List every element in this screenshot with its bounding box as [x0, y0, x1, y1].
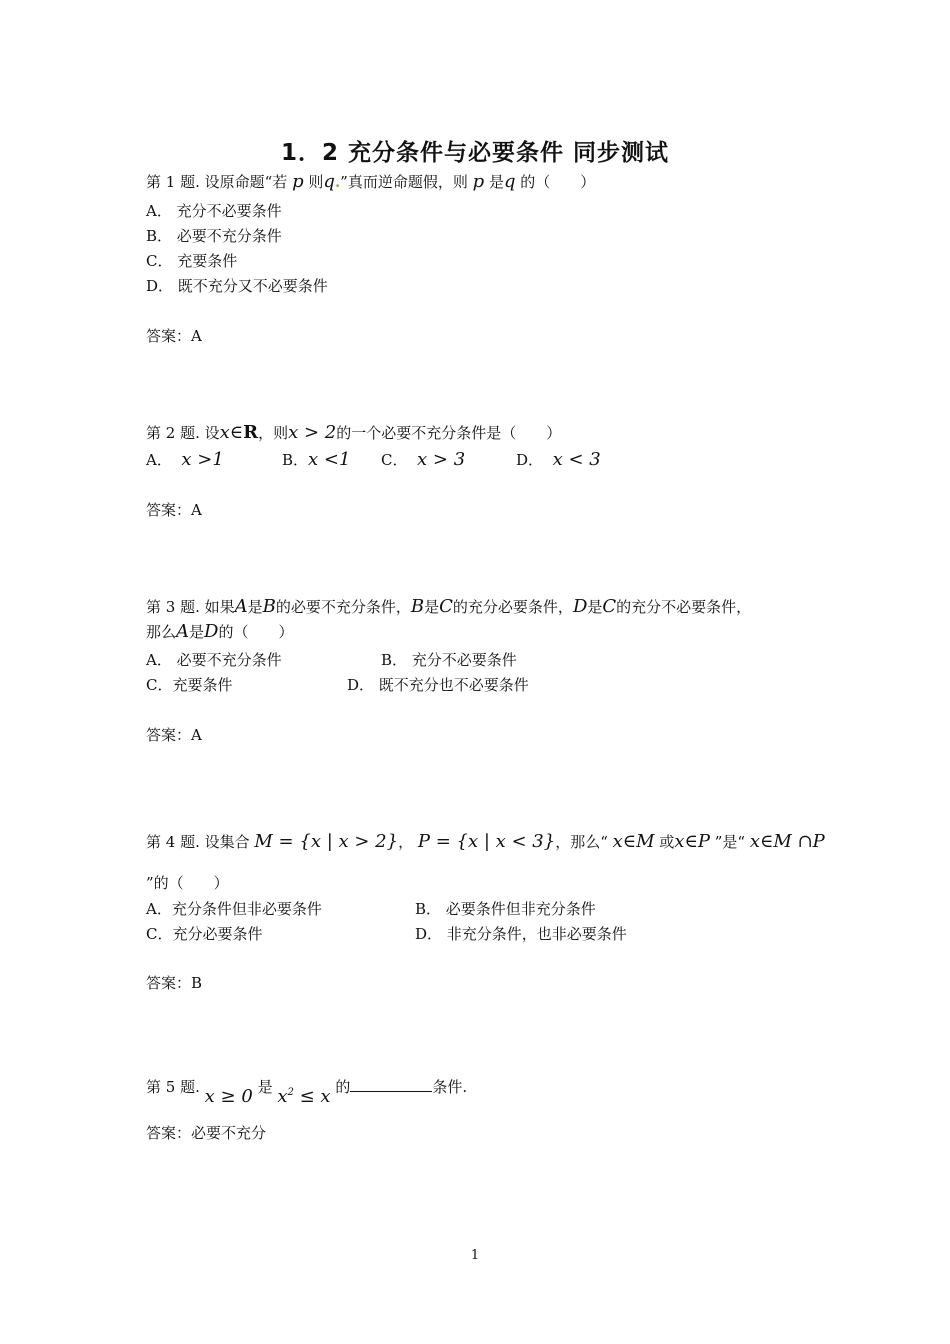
q3-option-d: D． 既不充分也不必要条件 — [347, 676, 529, 694]
q4-stem-line2: ”的（ ） — [146, 874, 229, 892]
page-number: 1 — [470, 1248, 480, 1263]
q5-stem: 第 5 题. x ≥ 0 是 $x^2 \le x$ 的 条件. — [146, 1078, 468, 1107]
q3-stem-line2: 那么A是D的（ ） — [146, 621, 294, 642]
q2-answer: 答案：A — [146, 501, 202, 519]
q4-answer: 答案：B — [146, 974, 203, 992]
q4-option-b: B． 必要条件但非充分条件 — [415, 900, 596, 918]
q3-option-b: B． 充分不必要条件 — [381, 651, 517, 669]
q2-option-d: D． x < 3 — [516, 449, 601, 470]
q4-option-c: C．充分必要条件 — [146, 925, 263, 943]
q1-stem: 第 1 题. 设原命题“若 p 则q.”真而逆命题假，则 p 是q 的（ ） — [146, 171, 596, 192]
q4-stem-line1: 第 4 题. 设集合 M = {x | x > 2}， P = {x | x < 3}，那么“ x∈M 或x∈P ”是“ x∈M ∩P — [146, 831, 825, 852]
page-title: 1．2 充分条件与必要条件 同步测试 — [280, 140, 670, 166]
q2-option-a: A． x >1 — [146, 449, 224, 470]
q1-option-d: D． 既不充分又不必要条件 — [146, 277, 328, 295]
q1-option-b: B． 必要不充分条件 — [146, 227, 282, 245]
q1-option-a: A． 充分不必要条件 — [146, 202, 282, 220]
q4-option-d: D． 非充分条件，也非必要条件 — [415, 925, 627, 943]
q3-answer: 答案：A — [146, 726, 202, 744]
q1-answer: 答案：A — [146, 327, 202, 345]
q2-option-b: B．x <1 — [282, 449, 351, 470]
q2-option-c: C． x > 3 — [381, 449, 466, 470]
q4-option-a: A．充分条件但非必要条件 — [146, 900, 322, 918]
q1-option-c: C． 充要条件 — [146, 252, 238, 270]
q3-option-a: A． 必要不充分条件 — [146, 651, 282, 669]
q3-option-c: C．充要条件 — [146, 676, 233, 694]
fill-blank — [350, 1077, 432, 1092]
q2-stem: 第 2 题. 设x∈R，则x > 2的一个必要不充分条件是（ ） — [146, 422, 562, 443]
q5-answer: 答案：必要不充分 — [146, 1124, 267, 1142]
q3-stem-line1: 第 3 题. 如果A是B的必要不充分条件，B是C的充分必要条件，D是C的充分不必要条件， — [146, 596, 752, 617]
